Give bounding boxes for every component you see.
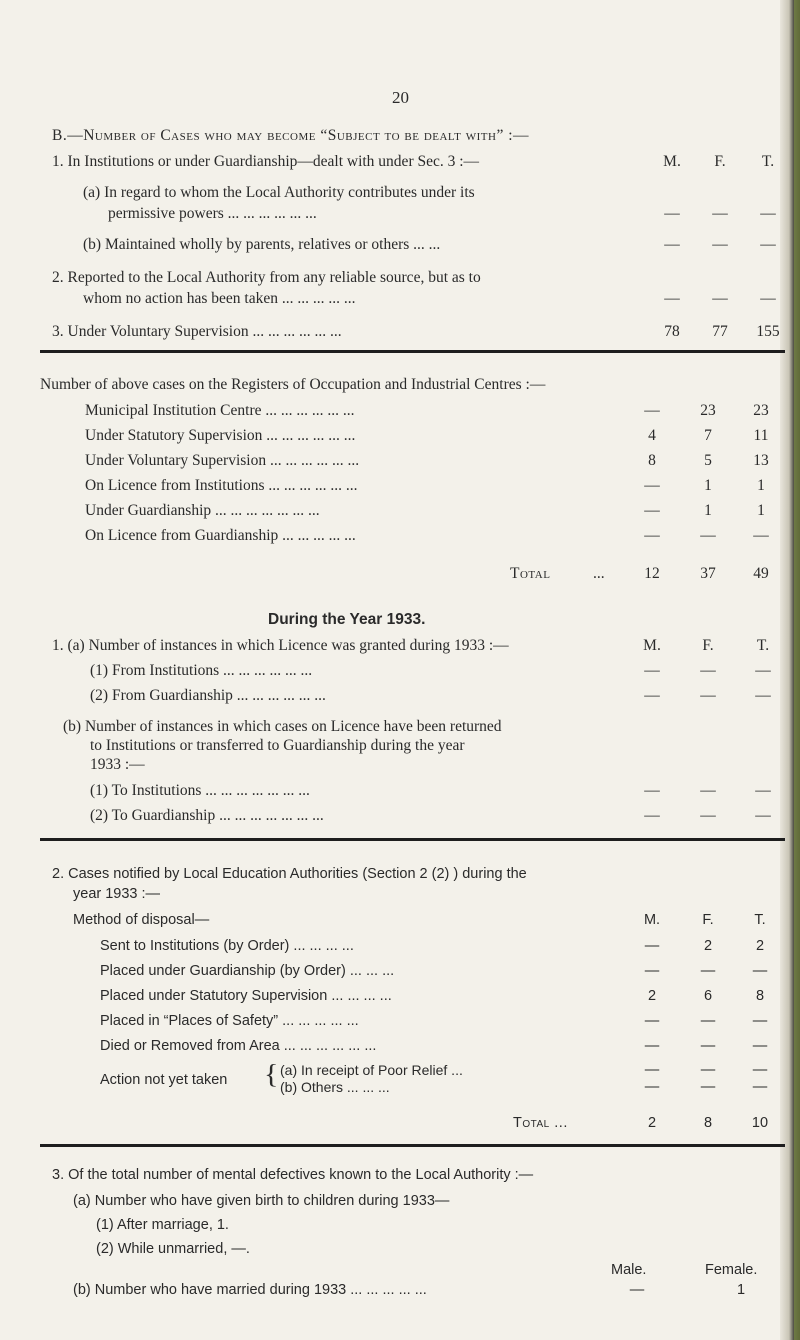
cell-1a-m: —	[664, 205, 680, 222]
register-f: 5	[704, 452, 712, 469]
col-header-m: M.	[663, 153, 681, 170]
divider	[40, 838, 785, 841]
registers-total-m: 12	[644, 565, 660, 582]
section-b-item-2-line2: whom no action has been taken ... ... ... ... ...	[83, 290, 356, 307]
register-t: 23	[753, 402, 769, 419]
col-header-m: M.	[643, 637, 661, 654]
education-m: —	[644, 963, 660, 979]
register-m: —	[644, 477, 660, 494]
cell-2-m: —	[664, 290, 680, 307]
section-b-heading: B.—Number of Cases who may become “Subject to be dealt with” :—	[52, 127, 530, 144]
year-a-row-label: (1) From Institutions ... ... ... ... ... ...	[90, 662, 313, 679]
education-t: —	[752, 1013, 768, 1029]
register-t: 11	[753, 427, 769, 444]
cell-1a-t: —	[760, 205, 776, 222]
section-b-item-3: 3. Under Voluntary Supervision ... ... ... ... ... ...	[52, 323, 342, 340]
cell-3-t: 155	[756, 323, 780, 340]
register-f: 1	[704, 477, 712, 494]
register-m: —	[644, 402, 660, 419]
col-header-t: T.	[754, 912, 766, 928]
defectives-b-male: —	[629, 1282, 645, 1298]
education-f: —	[700, 963, 716, 979]
registers-heading: Number of above cases on the Registers of Occupation and Industrial Centres :—	[40, 376, 546, 393]
education-row-label: Placed under Guardianship (by Order) ... ... ...	[100, 963, 395, 979]
defectives-heading: 3. Of the total number of mental defectives known to the Local Authority :—	[52, 1167, 534, 1183]
education-action-a-f: —	[700, 1062, 716, 1078]
education-row-label: Died or Removed from Area ... ... ... ... ... ...	[100, 1038, 377, 1054]
cell-1a-f: —	[712, 205, 728, 222]
education-total-m: 2	[647, 1115, 657, 1131]
registers-total-label: Total	[510, 565, 551, 582]
year-b-f: —	[700, 807, 716, 824]
year-a-m: —	[644, 662, 660, 679]
col-header-f: F.	[714, 153, 726, 170]
year-b-t: —	[755, 807, 771, 824]
education-f: 6	[703, 988, 713, 1004]
education-t: 2	[755, 938, 765, 954]
col-header-male: Male.	[611, 1262, 647, 1278]
cell-1b-m: —	[664, 236, 680, 253]
education-t: —	[752, 963, 768, 979]
register-f: —	[700, 527, 716, 544]
education-m: —	[644, 938, 660, 954]
education-total-f: 8	[703, 1115, 713, 1131]
education-m: 2	[647, 988, 657, 1004]
defectives-a2: (2) While unmarried, —.	[96, 1241, 250, 1257]
registers-total-dots: ...	[593, 565, 605, 582]
section-b-item-2-line1: 2. Reported to the Local Authority from any reliable source, but as to	[52, 269, 481, 286]
education-m: —	[644, 1038, 660, 1054]
education-row-label: Placed in “Places of Safety” ... ... ... ... ...	[100, 1013, 359, 1029]
col-header-female: Female.	[705, 1262, 758, 1278]
year-b-f: —	[700, 782, 716, 799]
divider	[40, 1144, 785, 1147]
year-a-t: —	[755, 687, 771, 704]
education-m: —	[644, 1013, 660, 1029]
defectives-b: (b) Number who have married during 1933 ... ... ... ... ...	[73, 1282, 427, 1298]
education-heading-line1: 2. Cases notified by Local Education Authorities (Section 2 (2) ) during the	[52, 866, 527, 882]
year-a-t: —	[755, 662, 771, 679]
cell-2-f: —	[712, 290, 728, 307]
page-number: 20	[392, 88, 409, 107]
register-row-label: On Licence from Institutions ... ... ... ... ... ...	[85, 477, 358, 494]
registers-total-f: 37	[700, 565, 716, 582]
defectives-a1: (1) After marriage, 1.	[96, 1217, 229, 1233]
section-b-item-1b: (b) Maintained wholly by parents, relatives or others ... ...	[83, 236, 441, 253]
section-b-item-1a-line2: permissive powers ... ... ... ... ... ...	[108, 205, 317, 222]
year-a-m: —	[644, 687, 660, 704]
education-method-label: Method of disposal—	[73, 912, 210, 928]
year-a-row-label: (2) From Guardianship ... ... ... ... ... ...	[90, 687, 326, 704]
divider	[40, 350, 785, 353]
year-b-t: —	[755, 782, 771, 799]
cell-2-t: —	[760, 290, 776, 307]
education-action-b-f: —	[700, 1079, 716, 1095]
education-action-a-t: —	[752, 1062, 768, 1078]
year-heading: During the Year 1933.	[268, 611, 426, 628]
education-heading-line2: year 1933 :—	[73, 886, 161, 902]
register-f: 7	[704, 427, 712, 444]
education-action-label: Action not yet taken	[100, 1072, 228, 1088]
register-row-label: Under Guardianship ... ... ... ... ... ... ...	[85, 502, 320, 519]
col-header-t: T.	[756, 637, 770, 654]
register-m: 8	[648, 452, 656, 469]
col-header-m: M.	[643, 912, 661, 928]
col-header-f: F.	[702, 637, 714, 654]
register-row-label: Under Voluntary Supervision ... ... ... ... ... ...	[85, 452, 360, 469]
register-t: 13	[753, 452, 769, 469]
register-m: 4	[648, 427, 656, 444]
cell-3-m: 78	[664, 323, 680, 340]
register-row-label: Municipal Institution Centre ... ... ... ... ... ...	[85, 402, 355, 419]
defectives-b-female: 1	[736, 1282, 746, 1298]
section-b-item-1: 1. In Institutions or under Guardianship—dealt with under Sec. 3 :—	[52, 153, 480, 170]
year-b-m: —	[644, 807, 660, 824]
year-item-1a: 1. (a) Number of instances in which Licence was granted during 1933 :—	[52, 637, 509, 654]
education-row-label: Sent to Institutions (by Order) ... ... ... ...	[100, 938, 354, 954]
brace-icon: {	[264, 1059, 279, 1090]
education-t: 8	[755, 988, 765, 1004]
register-m: —	[644, 527, 660, 544]
education-t: —	[752, 1038, 768, 1054]
education-action-b: (b) Others ... ... ...	[280, 1079, 390, 1095]
education-action-a-m: —	[644, 1062, 660, 1078]
section-b-item-1a-line1: (a) In regard to whom the Local Authority contributes under its	[83, 184, 475, 201]
register-t: 1	[757, 502, 765, 519]
register-f: 1	[704, 502, 712, 519]
year-b-row-label: (1) To Institutions ... ... ... ... ... ... ...	[90, 782, 310, 799]
year-item-1b-line1: (b) Number of instances in which cases on Licence have been returned	[63, 718, 502, 735]
year-b-m: —	[644, 782, 660, 799]
register-row-label: Under Statutory Supervision ... ... ... ... ... ...	[85, 427, 356, 444]
education-action-a: (a) In receipt of Poor Relief ...	[280, 1062, 463, 1078]
education-f: 2	[703, 938, 713, 954]
register-m: —	[644, 502, 660, 519]
col-header-t: T.	[761, 153, 775, 170]
year-a-f: —	[700, 687, 716, 704]
registers-total-t: 49	[753, 565, 769, 582]
cell-1b-f: —	[712, 236, 728, 253]
education-action-b-m: —	[644, 1079, 660, 1095]
cell-1b-t: —	[760, 236, 776, 253]
education-row-label: Placed under Statutory Supervision ... ... ... ...	[100, 988, 392, 1004]
education-f: —	[700, 1013, 716, 1029]
year-item-1b-line2: to Institutions or transferred to Guardianship during the year	[90, 737, 465, 754]
education-total-t: 10	[751, 1115, 769, 1131]
education-action-b-t: —	[752, 1079, 768, 1095]
year-b-row-label: (2) To Guardianship ... ... ... ... ... ... ...	[90, 807, 324, 824]
year-a-f: —	[700, 662, 716, 679]
register-f: 23	[700, 402, 716, 419]
defectives-a: (a) Number who have given birth to children during 1933—	[73, 1193, 450, 1209]
education-total-label: Total ...	[513, 1115, 568, 1131]
cell-3-f: 77	[712, 323, 728, 340]
col-header-f: F.	[702, 912, 714, 928]
year-item-1b-line3: 1933 :—	[90, 756, 145, 773]
education-f: —	[700, 1038, 716, 1054]
register-t: —	[753, 527, 769, 544]
register-t: 1	[757, 477, 765, 494]
register-row-label: On Licence from Guardianship ... ... ... ... ...	[85, 527, 356, 544]
page-edge-binding	[794, 0, 800, 1340]
